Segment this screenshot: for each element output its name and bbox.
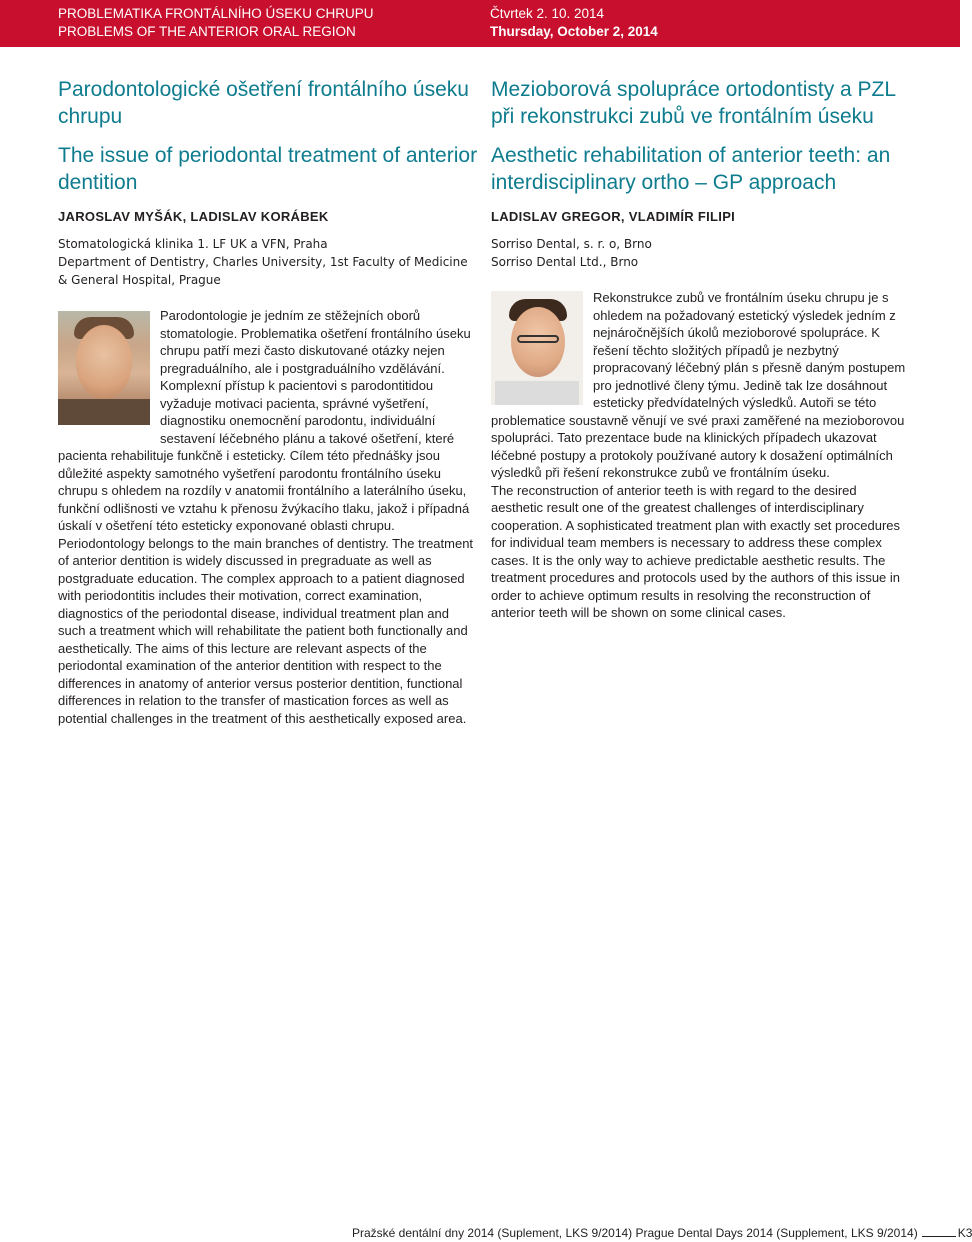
photo-face bbox=[76, 325, 132, 399]
abstract-cz: Rekonstrukce zubů ve frontálním úseku chrupu je s ohledem na požadovaný estetický výsledek jedním z nejnáročnějších úkolů mezioborové spolupráce. K řešení těchto složitých případů je nezbytný propracovaný léčebný plán s přesně daným postupem pro jednotlivé členy týmu. Jedině tak lze dosáhnout esteticky předvídatelných výsledků. Autoři se této problematice soustavně věnují ve své praxi zaměřené na mezioborovou spolupráci. Tato prezentace bude na klinických případech ukazovat léčebné postupy a protokoly používané autory k dosažení optimálních výsledků při řešení rekonstrukce zubů ve frontálním úseku. bbox=[491, 290, 906, 480]
abstract-block bbox=[491, 289, 909, 622]
page-number: K3 bbox=[957, 1226, 972, 1240]
article-affiliation bbox=[58, 235, 478, 289]
author-photo bbox=[58, 311, 150, 425]
abstract-en: Periodontology belongs to the main branches of dentistry. The treatment of anterior dentition is widely discussed in pregraduate as well as postgraduate education. The complex approach to a patient diagnosed with periodontitis includes their motivation, correct examination, diagnostics of the periodontal disease, individual treatment plan and such a treatment which will rehabilitate the patient both functionally and aesthetically. The aims of this lecture are relevant aspects of the periodontal examination of the anterior dentition with respect to the differences in anatomy of anterior versus posterior dentition, functional differences in relation to the transfer of mastication forces as well as potential challenges in the treatment of this aesthetically exposed area. bbox=[58, 535, 474, 726]
article-title-cz: Mezioborová spolupráce ortodontisty a PZL při rekonstrukci zubů ve frontálním úseku bbox=[491, 78, 896, 128]
photo-shirt bbox=[58, 399, 150, 425]
right-article bbox=[491, 76, 909, 622]
page-footer bbox=[352, 1226, 972, 1240]
footer-rule bbox=[922, 1226, 956, 1237]
article-authors: LADISLAV GREGOR, VLADIMÍR FILIPI bbox=[491, 209, 736, 224]
left-article bbox=[58, 76, 478, 727]
affiliation-line-1: Stomatologická klinika 1. LF UK a VFN, Praha bbox=[58, 237, 328, 251]
date-en: Thursday, October 2, 2014 bbox=[490, 24, 658, 39]
photo-glasses bbox=[517, 335, 559, 343]
article-title-en: The issue of periodontal treatment of anterior dentition bbox=[58, 144, 478, 194]
affiliation-line-1: Sorriso Dental, s. r. o, Brno bbox=[491, 237, 652, 251]
article-title-cz: Parodontologické ošetření frontálního úseku chrupu bbox=[58, 78, 469, 128]
date-cz: Čtvrtek 2. 10. 2014 bbox=[490, 6, 605, 21]
abstract-cz: Parodontologie je jedním ze stěžejních oborů stomatologie. Problematika ošetření frontálního úseku chrupu patří mezi často diskutované otázky nejen pregraduálního, ale i postgraduálního vzdělávání. Komplexní přístup k pacientovi s parodontitidou vyžaduje motivaci pacienta, správné vyšetření, diagnostiku onemocnění parodontu, individuální sestavení léčebného plánu a takové ošetření, které pacienta rehabilituje funkčně i esteticky. Cílem této přednášky jsou důležité aspekty samotného vyšetření parodontu frontálního úseku chrupu s ohledem na rozdíly v anatomii frontálního a laterálního úseku, funkční odlišnosti ve vztahu k přenosu žvýkacího tlaku, jakož i případná úskalí v ošetření této esteticky exponované oblasti chrupu. bbox=[58, 308, 471, 533]
abstract-block bbox=[58, 307, 478, 727]
photo-shirt bbox=[495, 381, 579, 405]
header-bar bbox=[0, 0, 960, 47]
section-title-en: PROBLEMS OF THE ANTERIOR ORAL REGION bbox=[58, 24, 356, 39]
affiliation-line-2: Department of Dentistry, Charles University, 1st Faculty of Medicine & General Hospital, Prague bbox=[58, 255, 468, 287]
affiliation-line-2: Sorriso Dental Ltd., Brno bbox=[491, 255, 639, 269]
author-photo bbox=[491, 291, 583, 405]
article-authors: JAROSLAV MYŠÁK, LADISLAV KORÁBEK bbox=[58, 209, 329, 224]
section-title-cz: PROBLEMATIKA FRONTÁLNÍHO ÚSEKU CHRUPU bbox=[58, 6, 374, 21]
abstract-en: The reconstruction of anterior teeth is with regard to the desired aesthetic result one of the greatest challenges of interdisciplinary cooperation. A sophisticated treatment plan with exactly set procedures for individual team members is necessary to address these complex cases. It is the only way to achieve predictable aesthetic results. The treatment procedures and protocols used by the authors of this issue in order to achieve optimum results in resolving the reconstruction of anterior teeth will be shown on some clinical cases. bbox=[491, 482, 901, 620]
article-affiliation bbox=[491, 235, 909, 271]
footer-citation: Pražské dentální dny 2014 (Suplement, LKS 9/2014) Prague Dental Days 2014 (Supplement, LKS 9/2014) bbox=[352, 1226, 918, 1240]
article-title-en: Aesthetic rehabilitation of anterior teeth: an interdisciplinary ortho – GP approach bbox=[491, 144, 891, 194]
